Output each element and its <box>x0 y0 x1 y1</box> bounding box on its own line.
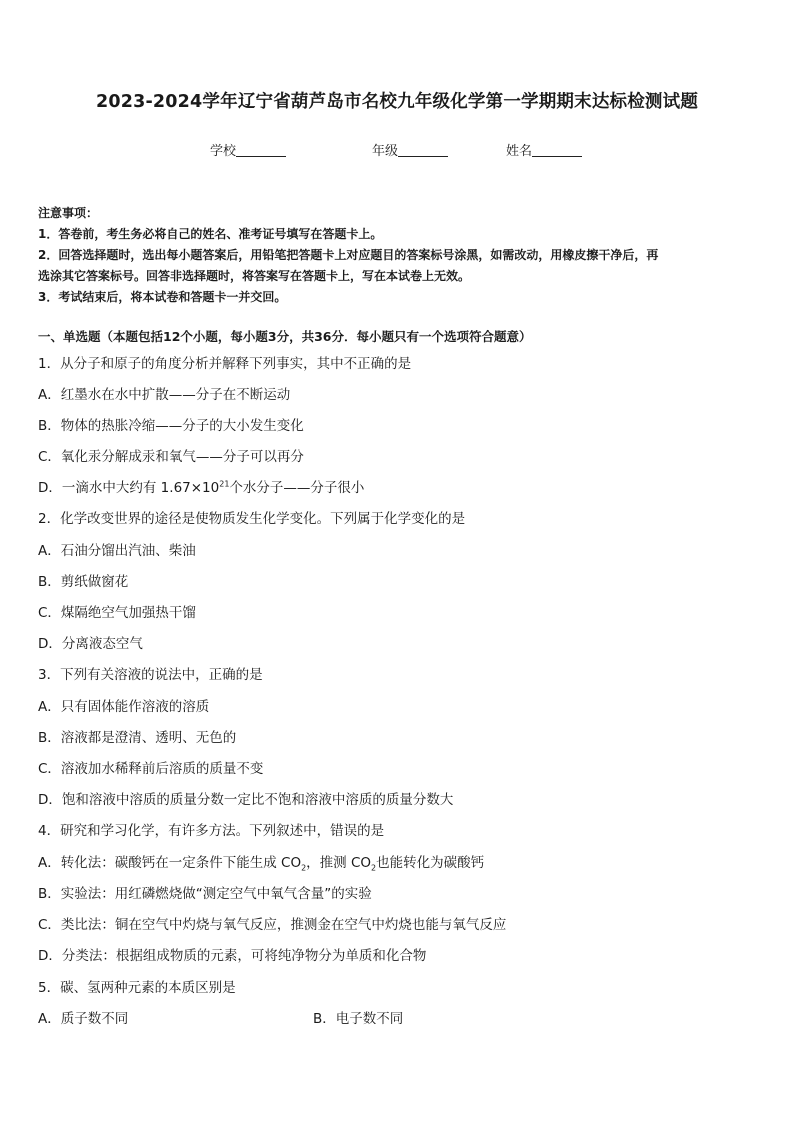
q4-option-b[interactable]: B．实验法：用红磷燃烧做“测定空气中氧气含量”的实验 <box>38 886 372 902</box>
notice-item: 2．回答选择题时，选出每小题答案后，用铅笔把答题卡上对应题目的答案标号涂黑，如需改动，用橡皮擦干净后，再 <box>38 248 659 262</box>
q4-a-text: A．转化法：碳酸钙在一定条件下能生成 CO <box>38 855 302 871</box>
q5-option-a[interactable]: A．质子数不同 <box>38 1011 129 1027</box>
q3-option-c[interactable]: C．溶液加水稀释前后溶质的质量不变 <box>38 761 264 777</box>
school-field[interactable] <box>210 140 286 159</box>
q4-option-a[interactable] <box>38 851 484 873</box>
school-label: 学校 <box>210 144 237 159</box>
grade-label: 年级 <box>372 144 399 159</box>
q1-option-a[interactable]: A．红墨水在水中扩散——分子在不断运动 <box>38 387 291 403</box>
q3-option-a[interactable]: A．只有固体能作溶液的溶质 <box>38 699 210 715</box>
q4-stem: 4．研究和学习化学，有许多方法。下列叙述中，错误的是 <box>38 823 385 839</box>
q5-option-b[interactable]: B．电子数不同 <box>313 1011 404 1027</box>
q2-stem: 2．化学改变世界的途径是使物质发生化学变化。下列属于化学变化的是 <box>38 511 466 527</box>
q2-option-c[interactable]: C．煤隔绝空气加强热干馏 <box>38 605 196 621</box>
q3-option-d[interactable]: D．饱和溶液中溶质的质量分数一定比不饱和溶液中溶质的质量分数大 <box>38 792 454 808</box>
q3-stem: 3．下列有关溶液的说法中，正确的是 <box>38 667 263 683</box>
name-blank[interactable] <box>532 142 582 157</box>
q3-option-b[interactable]: B．溶液都是澄清、透明、无色的 <box>38 730 237 746</box>
q1-d-exponent: 21 <box>219 479 230 489</box>
q1-d-text: D．一滴水中大约有 1.67×10 <box>38 480 220 496</box>
q2-option-a[interactable]: A．石油分馏出汽油、柴油 <box>38 543 196 559</box>
q4-option-c[interactable]: C．类比法：铜在空气中灼烧与氧气反应，推测金在空气中灼烧也能与氧气反应 <box>38 917 507 933</box>
name-field[interactable] <box>506 140 582 159</box>
q4-option-d[interactable]: D．分类法：根据组成物质的元素，可将纯净物分为单质和化合物 <box>38 948 427 964</box>
q1-d-text-tail: 个水分子——分子很小 <box>229 480 365 496</box>
exam-title: 2023-2024学年辽宁省葫芦岛市名校九年级化学第一学期期末达标检测试题 <box>95 92 699 112</box>
q1-stem: 1．从分子和原子的角度分析并解释下列事实，其中不正确的是 <box>38 356 412 372</box>
q1-option-b[interactable]: B．物体的热胀冷缩——分子的大小发生变化 <box>38 418 304 434</box>
name-label: 姓名 <box>506 144 533 159</box>
q4-a-text-mid: ，推测 CO <box>306 855 372 871</box>
q2-option-b[interactable]: B．剪纸做窗花 <box>38 574 129 590</box>
q4-a-subscript: 2 <box>371 863 377 873</box>
q5-stem: 5．碳、氢两种元素的本质区别是 <box>38 980 236 996</box>
q2-option-d[interactable]: D．分离液态空气 <box>38 636 143 652</box>
notice-item: 选涂其它答案标号。回答非选择题时，将答案写在答题卡上，写在本试卷上无效。 <box>38 269 471 283</box>
notice-heading: 注意事项： <box>38 206 99 220</box>
school-blank[interactable] <box>236 142 286 157</box>
q4-a-subscript: 2 <box>301 863 307 873</box>
notice-block <box>38 203 760 308</box>
grade-blank[interactable] <box>398 142 448 157</box>
grade-field[interactable] <box>372 140 448 159</box>
notice-item: 3．考试结束后，将本试卷和答题卡一并交回。 <box>38 290 287 304</box>
q4-a-text-tail: 也能转化为碳酸钙 <box>376 855 485 871</box>
section-heading: 一、单选题（本题包括12个小题，每小题3分，共36分．每小题只有一个选项符合题意） <box>38 329 532 344</box>
notice-item: 1．答卷前，考生务必将自己的姓名、准考证号填写在答题卡上。 <box>38 227 383 241</box>
q1-option-d[interactable] <box>38 476 364 496</box>
q1-option-c[interactable]: C．氧化汞分解成汞和氧气——分子可以再分 <box>38 449 304 465</box>
